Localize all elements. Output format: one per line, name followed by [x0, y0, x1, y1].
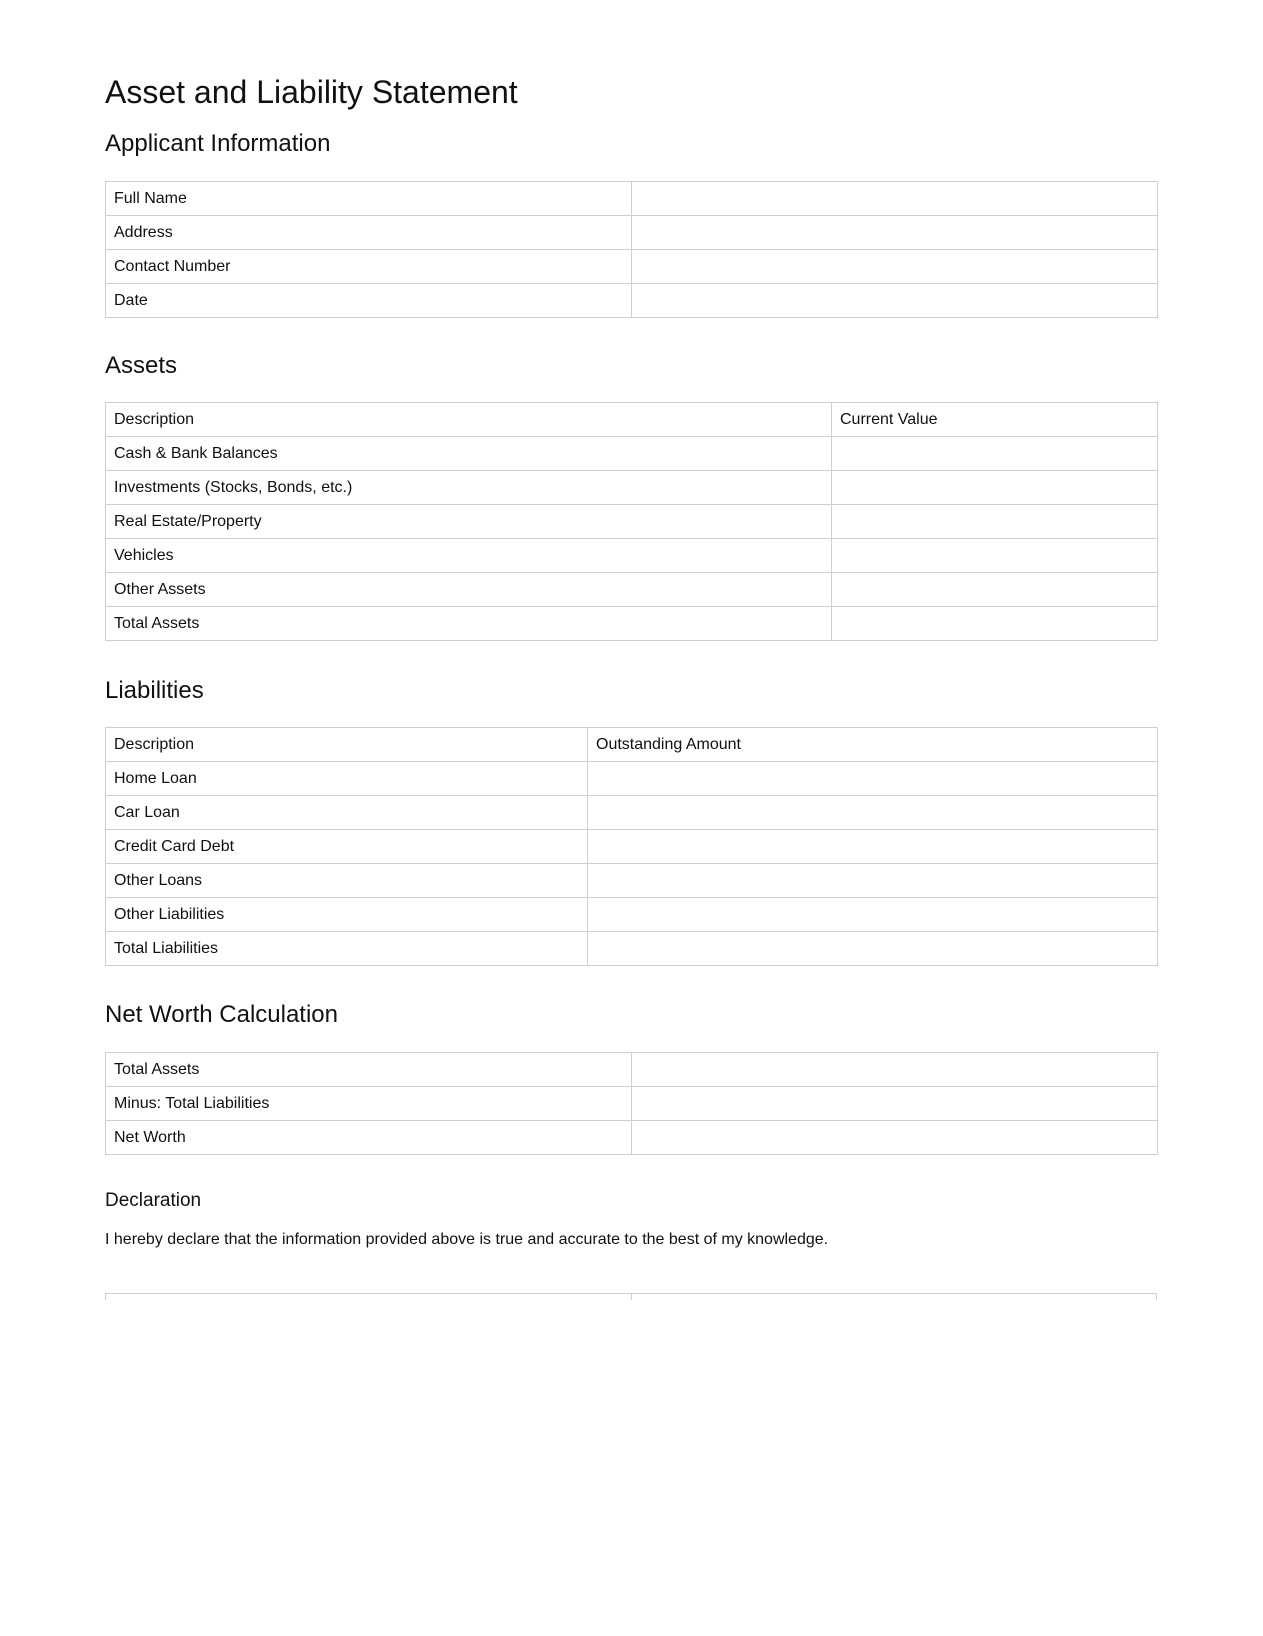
net-worth-value-field[interactable] [632, 1121, 1158, 1155]
table-row [106, 284, 1158, 318]
table-row [106, 573, 1158, 607]
table-row [106, 1053, 1158, 1087]
table-row [106, 830, 1158, 864]
table-row [106, 471, 1158, 505]
assets-cash-value-field[interactable] [832, 437, 1158, 471]
table-row [106, 1121, 1158, 1155]
assets-table [105, 402, 1158, 641]
liabilities-car-loan-amount-field[interactable] [588, 796, 1158, 830]
applicant-label-date: Date [106, 284, 632, 318]
liabilities-home-loan-amount-field[interactable] [588, 762, 1158, 796]
liabilities-credit-card-debt-amount-field[interactable] [588, 830, 1158, 864]
net-worth-label-total-assets: Total Assets [106, 1053, 632, 1087]
table-row [106, 539, 1158, 573]
liabilities-heading: Liabilities [105, 677, 204, 704]
liabilities-label-total: Total Liabilities [106, 932, 588, 966]
applicant-label-contact-number: Contact Number [106, 250, 632, 284]
table-row [106, 796, 1158, 830]
assets-real-estate-value-field[interactable] [832, 505, 1158, 539]
table-row [106, 762, 1158, 796]
table-row [106, 250, 1158, 284]
assets-label-investments: Investments (Stocks, Bonds, etc.) [106, 471, 832, 505]
signature-table-top-edge [105, 1293, 1157, 1301]
liabilities-label-other-liabilities: Other Liabilities [106, 898, 588, 932]
net-worth-total-liabilities-field[interactable] [632, 1087, 1158, 1121]
table-row [106, 898, 1158, 932]
table-row [106, 1087, 1158, 1121]
liabilities-header-description: Description [106, 728, 588, 762]
table-row [106, 607, 1158, 641]
net-worth-table [105, 1052, 1158, 1155]
assets-header-current-value: Current Value [832, 403, 1158, 437]
assets-vehicles-value-field[interactable] [832, 539, 1158, 573]
net-worth-total-assets-field[interactable] [632, 1053, 1158, 1087]
liabilities-label-credit-card-debt: Credit Card Debt [106, 830, 588, 864]
table-row [106, 182, 1158, 216]
applicant-address-field[interactable] [632, 216, 1158, 250]
assets-header-description: Description [106, 403, 832, 437]
liabilities-label-home-loan: Home Loan [106, 762, 588, 796]
table-row [106, 864, 1158, 898]
document-title: Asset and Liability Statement [105, 74, 518, 110]
assets-label-cash: Cash & Bank Balances [106, 437, 832, 471]
liabilities-other-loans-amount-field[interactable] [588, 864, 1158, 898]
applicant-full-name-field[interactable] [632, 182, 1158, 216]
applicant-label-address: Address [106, 216, 632, 250]
applicant-heading: Applicant Information [105, 130, 331, 157]
table-row [106, 932, 1158, 966]
liabilities-label-other-loans: Other Loans [106, 864, 588, 898]
liabilities-table [105, 727, 1158, 966]
net-worth-label-net-worth: Net Worth [106, 1121, 632, 1155]
liabilities-other-liabilities-amount-field[interactable] [588, 898, 1158, 932]
table-row [106, 437, 1158, 471]
liabilities-header-outstanding-amount: Outstanding Amount [588, 728, 1158, 762]
signature-divider [631, 1294, 632, 1300]
signature-left-border [105, 1294, 106, 1300]
applicant-table [105, 181, 1158, 318]
liabilities-label-car-loan: Car Loan [106, 796, 588, 830]
net-worth-label-minus-total-liabilities: Minus: Total Liabilities [106, 1087, 632, 1121]
liabilities-total-amount-field[interactable] [588, 932, 1158, 966]
signature-right-border [1156, 1294, 1157, 1300]
applicant-contact-number-field[interactable] [632, 250, 1158, 284]
net-worth-heading: Net Worth Calculation [105, 1001, 338, 1028]
applicant-label-full-name: Full Name [106, 182, 632, 216]
assets-heading: Assets [105, 352, 178, 379]
applicant-date-field[interactable] [632, 284, 1158, 318]
assets-label-other: Other Assets [106, 573, 832, 607]
table-row [106, 505, 1158, 539]
table-header-row [106, 403, 1158, 437]
assets-label-real-estate: Real Estate/Property [106, 505, 832, 539]
table-row [106, 216, 1158, 250]
assets-investments-value-field[interactable] [832, 471, 1158, 505]
declaration-text: I hereby declare that the information provided above is true and accurate to the best of my knowledge. [105, 1231, 829, 1248]
assets-other-value-field[interactable] [832, 573, 1158, 607]
assets-label-total: Total Assets [106, 607, 832, 641]
assets-total-value-field[interactable] [832, 607, 1158, 641]
assets-label-vehicles: Vehicles [106, 539, 832, 573]
declaration-heading: Declaration [105, 1190, 202, 1211]
table-header-row [106, 728, 1158, 762]
